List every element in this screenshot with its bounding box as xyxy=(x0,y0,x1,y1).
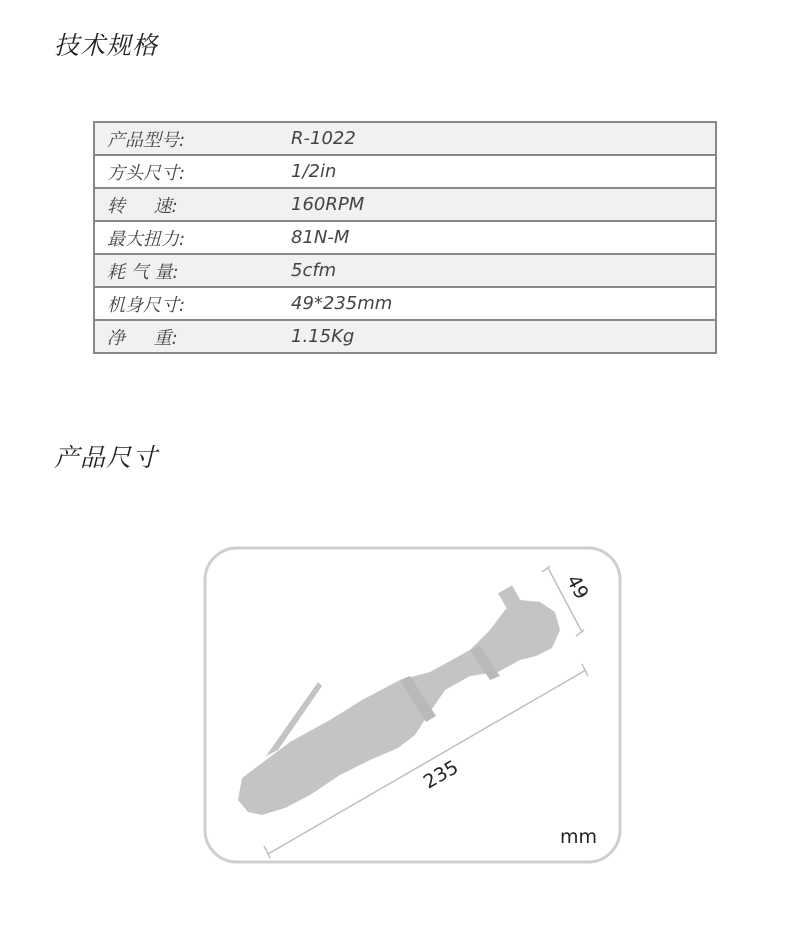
spec-value: 5cfm xyxy=(277,254,716,287)
spec-label: 方头尺寸: xyxy=(94,155,277,188)
unit-label: mm xyxy=(560,826,598,848)
spec-value: 81N-M xyxy=(277,221,716,254)
spec-label: 最大扭力: xyxy=(94,221,277,254)
dimensions-title: 产品尺寸 xyxy=(54,443,159,472)
spec-value: 160RPM xyxy=(277,188,716,221)
spec-label: 耗 气 量: xyxy=(94,254,277,287)
spec-value: 1.15Kg xyxy=(277,320,716,353)
spec-label: 转 速: xyxy=(94,188,277,221)
ratchet-wrench-illustration xyxy=(238,585,560,815)
width-dimension-label: 49 xyxy=(561,571,593,604)
spec-label: 产品型号: xyxy=(94,122,277,155)
specs-title: 技术规格 xyxy=(54,31,159,60)
spec-label: 机身尺寸: xyxy=(94,287,277,320)
spec-value: 1/2in xyxy=(277,155,716,188)
spec-label: 净 重: xyxy=(94,320,277,353)
spec-value: 49*235mm xyxy=(277,287,716,320)
spec-value: R-1022 xyxy=(277,122,716,155)
length-dimension-label: 235 xyxy=(419,756,463,794)
